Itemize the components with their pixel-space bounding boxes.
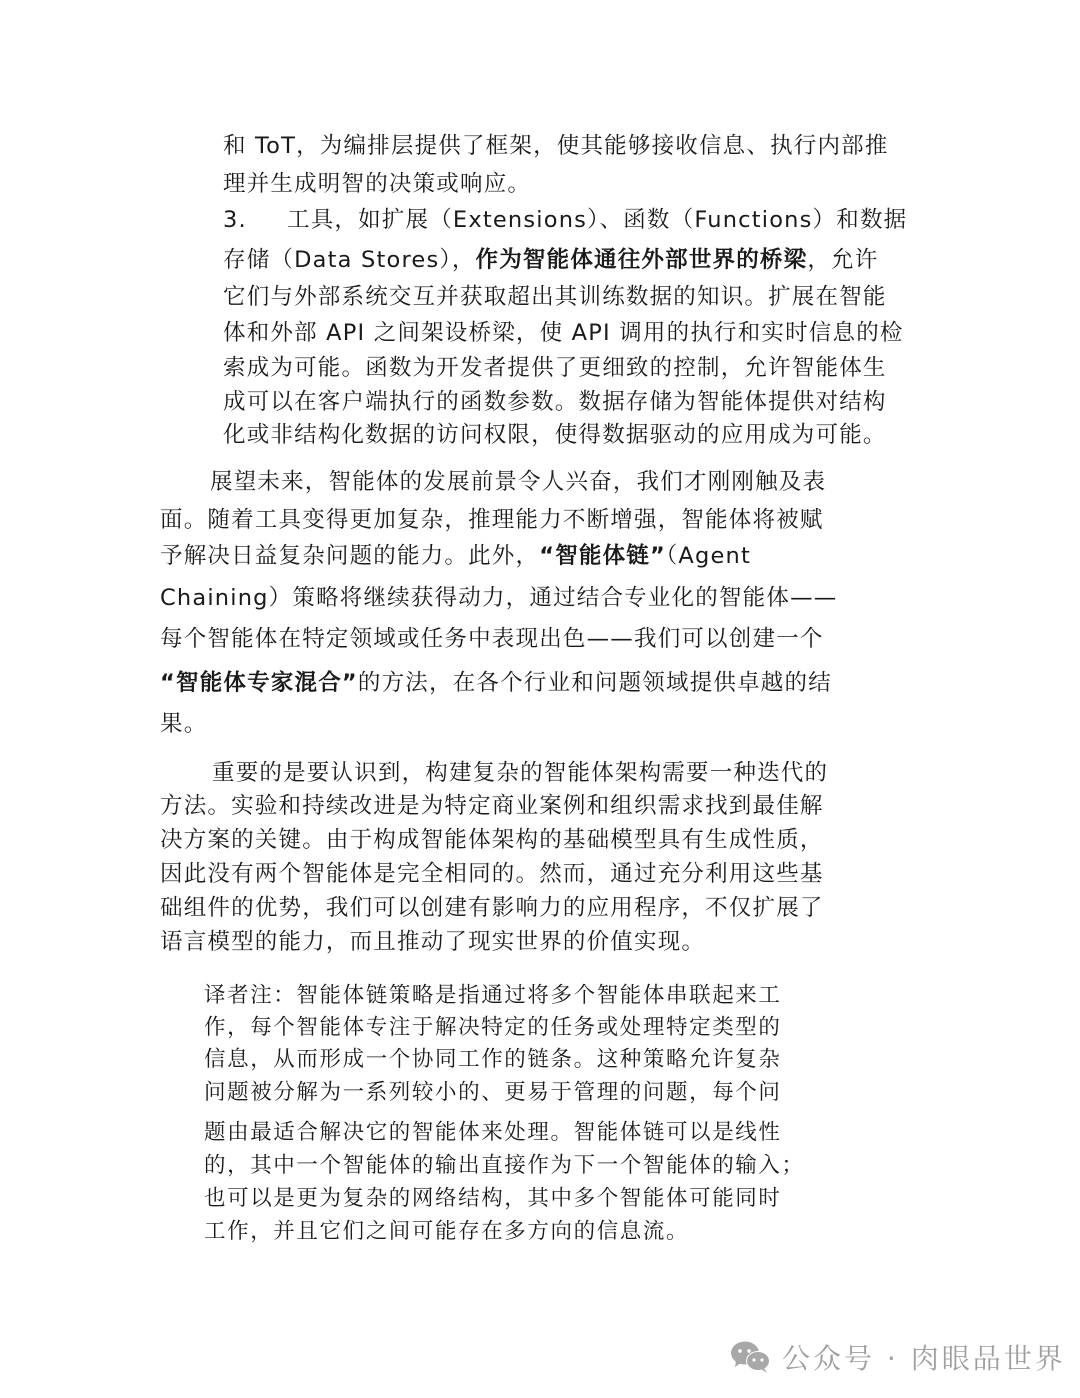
note-line-4: 问题被分解为一系列较小的、更易于管理的问题，每个问 [204, 1080, 782, 1105]
future-line-3-pre: 予解决日益复杂问题的能力。此外， [160, 543, 540, 569]
note-line-1: 译者注：智能体链策略是指通过将多个智能体串联起来工 [204, 983, 782, 1008]
note-line-7: 也可以是更为复杂的网络结构，其中多个智能体可能同时 [204, 1186, 782, 1211]
future-line-6 [160, 668, 832, 698]
iterative-line-3: 决方案的关键。由于构成智能体架构的基础模型具有生成性质， [160, 827, 824, 853]
list-item-3-line-3: 它们与外部系统交互并获取超出其训练数据的知识。扩展在智能 [223, 284, 887, 310]
iterative-line-2: 方法。实验和持续改进是为特定商业案例和组织需求找到最佳解 [160, 793, 824, 819]
note-line-2: 作，每个智能体专注于解决特定的任务或处理特定类型的 [204, 1015, 782, 1040]
bold-term-agent-expert-mix: “智能体专家混合” [160, 670, 358, 696]
note-line-3: 信息，从而形成一个协同工作的链条。这种策略允许复杂 [204, 1047, 782, 1072]
iterative-line-4: 因此没有两个智能体是完全相同的。然而，通过充分利用这些基 [160, 861, 824, 887]
iterative-line-1: 重要的是要认识到，构建复杂的智能体架构需要一种迭代的 [212, 760, 829, 786]
future-line-2: 面。随着工具变得更加复杂，推理能力不断增强，智能体将被赋 [160, 507, 824, 533]
list-item-3-text-post: ，允许 [807, 247, 879, 273]
list-item-3-line-2 [223, 245, 878, 275]
list-item-3-line-6: 成可以在客户端执行的函数参数。数据存储为智能体提供对结构 [223, 389, 887, 415]
note-line-6: 的，其中一个智能体的输出直接作为下一个智能体的输入； [204, 1153, 805, 1178]
wechat-icon [730, 1340, 772, 1374]
list-continuation-line-2: 理并生成明智的决策或响应。 [223, 171, 532, 197]
bold-term-agent-chaining: “智能体链” [539, 543, 666, 569]
list-continuation-line-1: 和 ToT，为编排层提供了框架，使其能够接收信息、执行内部推 [223, 133, 889, 159]
future-line-5: 每个智能体在特定领域或任务中表现出色——我们可以创建一个 [160, 626, 824, 652]
note-line-5: 题由最适合解决它的智能体来处理。智能体链可以是线性 [204, 1120, 782, 1145]
list-item-3-line-5: 索成为可能。函数为开发者提供了更细致的控制，允许智能体生 [223, 355, 887, 381]
list-item-3-line-7: 化或非结构化数据的访问权限，使得数据驱动的应用成为可能。 [223, 422, 887, 448]
list-item-number: 3. [223, 207, 247, 233]
future-line-1: 展望未来，智能体的发展前景令人兴奋，我们才刚刚触及表 [210, 469, 827, 495]
future-line-3 [160, 541, 751, 571]
future-line-6-post: 的方法，在各个行业和问题领域提供卓越的结 [357, 670, 832, 696]
list-item-3-text: 工具，如扩展（Extensions）、函数（Functions）和数据 [287, 207, 908, 233]
wechat-watermark [730, 1338, 1066, 1376]
bold-emphasis-bridge: 作为智能体通往外部世界的桥梁 [475, 247, 808, 273]
list-item-3-line-1 [223, 205, 907, 235]
list-item-3-text-pre: 存储（Data Stores）， [223, 247, 476, 273]
iterative-line-5: 础组件的优势，我们可以创建有影响力的应用程序，不仅扩展了 [160, 895, 824, 921]
future-line-4: Chaining）策略将继续获得动力，通过结合专业化的智能体—— [160, 585, 838, 611]
future-line-3-post: （Agent [665, 543, 752, 569]
watermark-label: 公众号 · 肉眼品世界 [782, 1342, 1066, 1375]
note-line-8: 工作，并且它们之间可能存在多方向的信息流。 [204, 1219, 690, 1244]
future-line-7: 果。 [160, 711, 208, 737]
iterative-line-6: 语言模型的能力，而且推动了现实世界的价值实现。 [160, 929, 706, 955]
list-item-3-line-4: 体和外部 API 之间架设桥梁，使 API 调用的执行和实时信息的检 [223, 320, 904, 346]
